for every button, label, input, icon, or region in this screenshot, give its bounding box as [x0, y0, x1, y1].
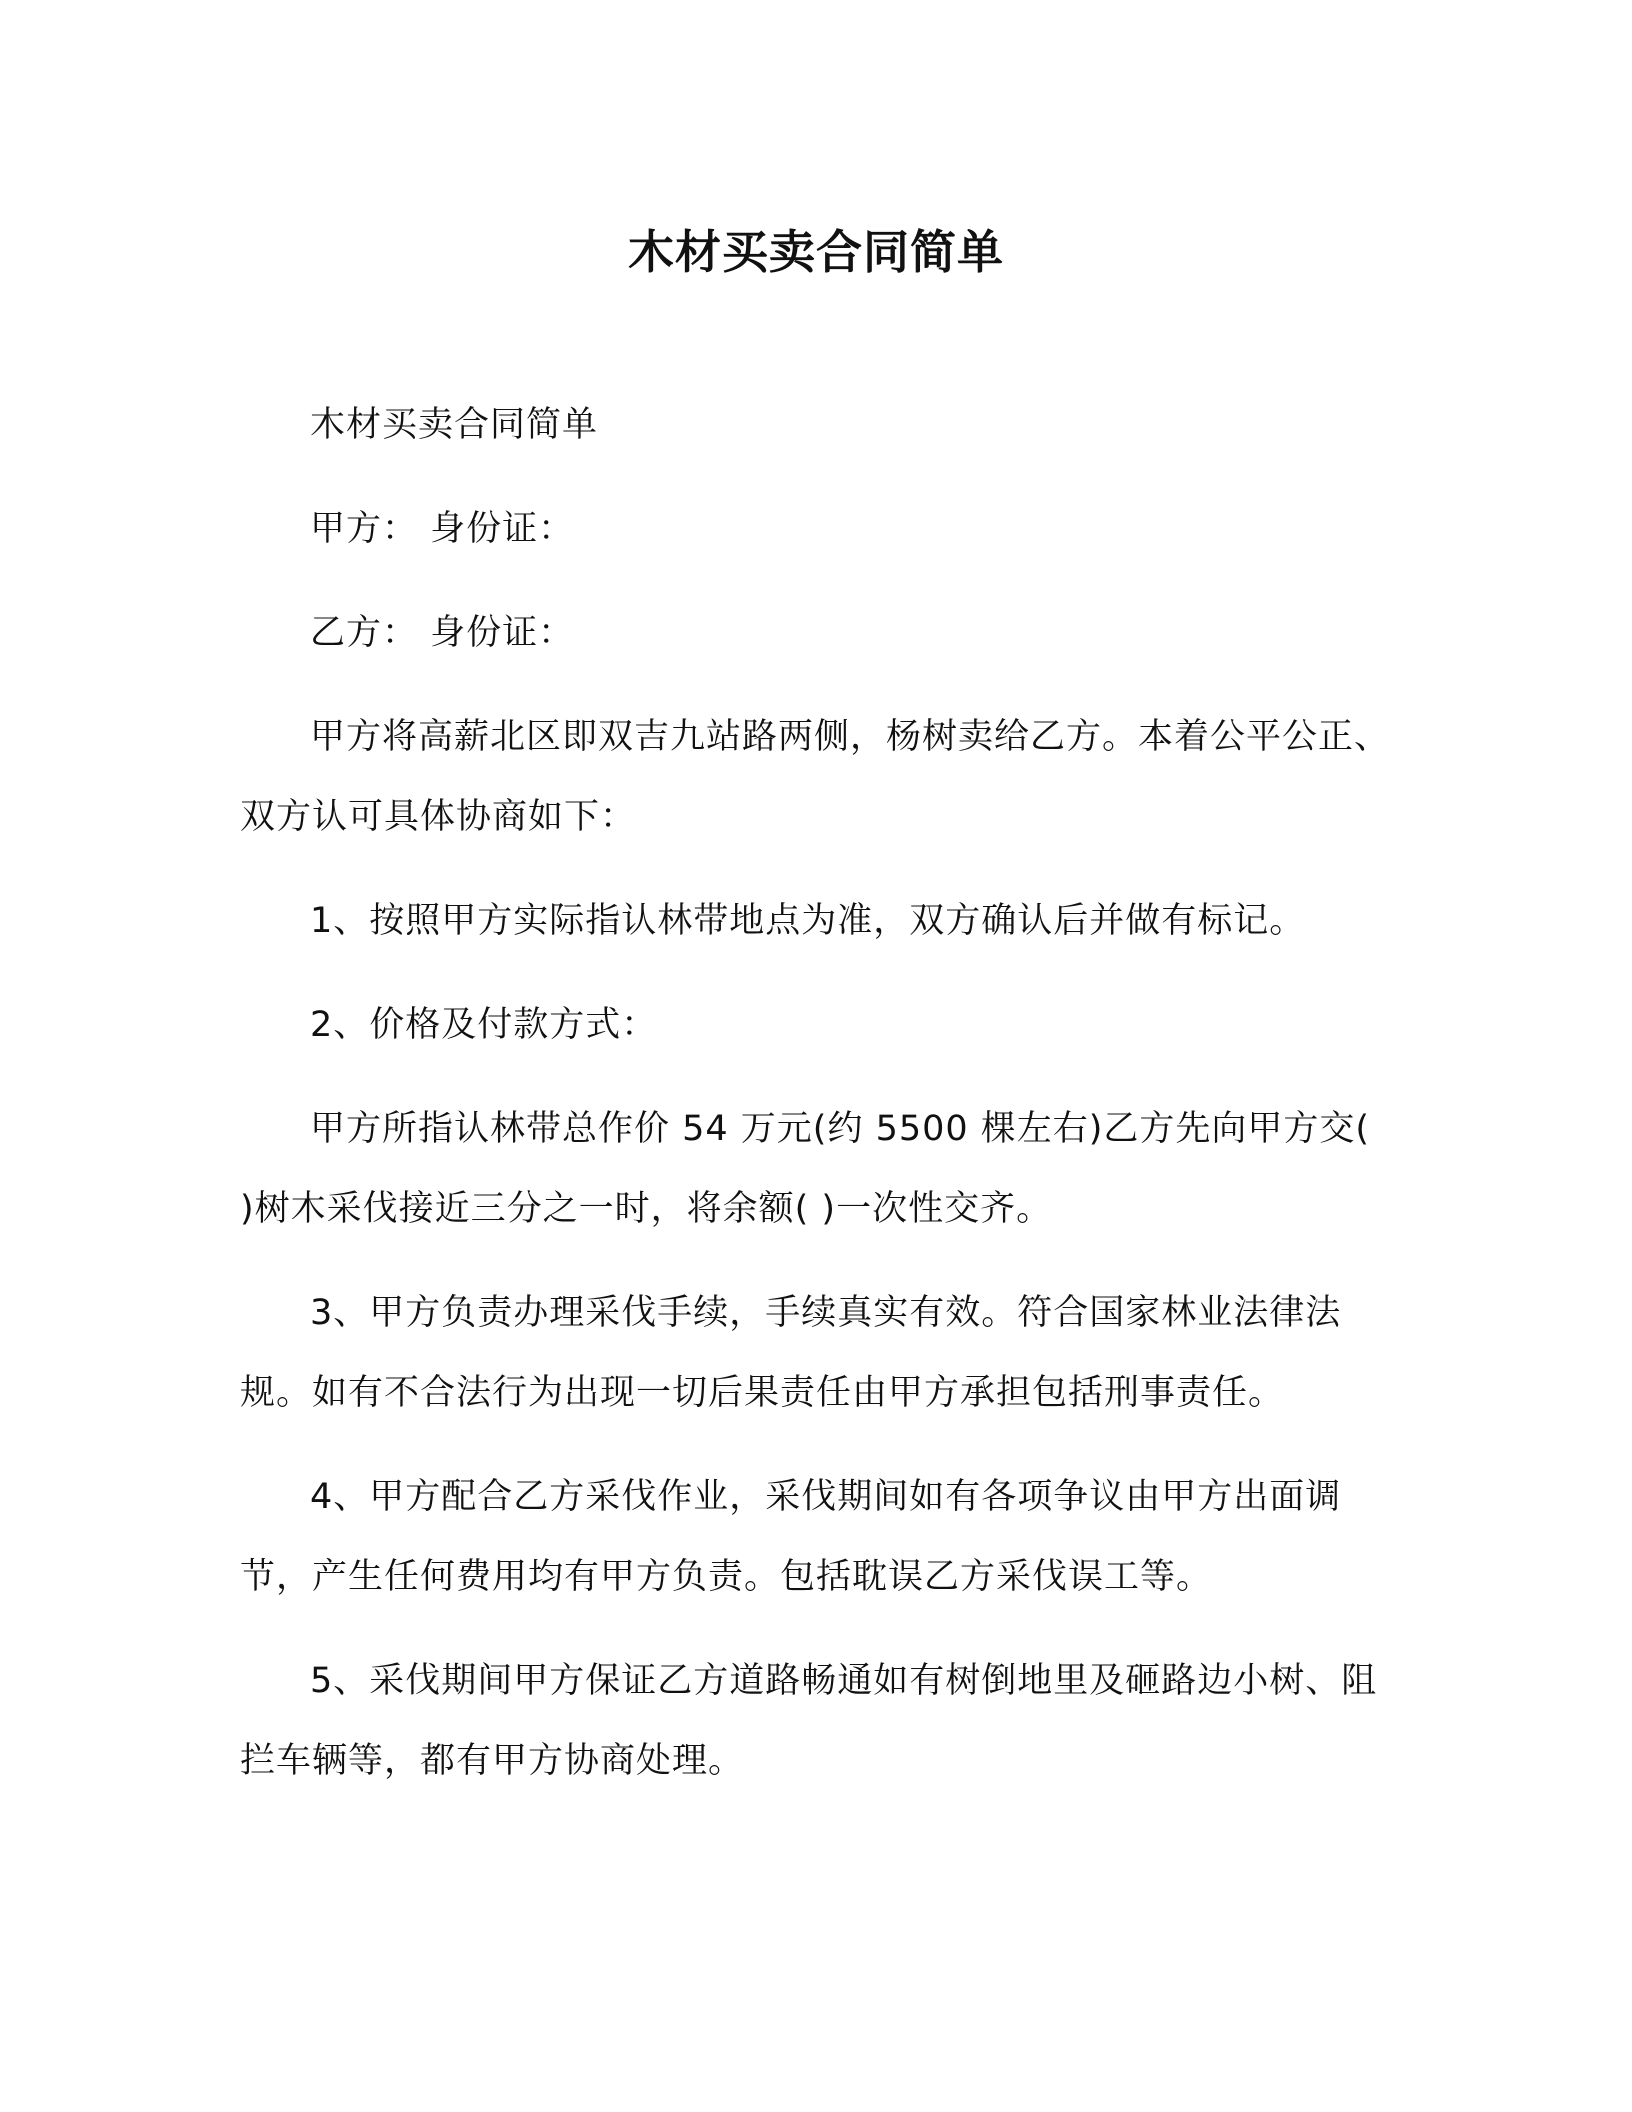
paragraph-clause-4: 4、甲方配合乙方采伐作业，采伐期间如有各项争议由甲方出面调节，产生任何费用均有甲方负责。包括耽误乙方采伐误工等。 [240, 1477, 1342, 1597]
paragraph-subtitle: 木材买卖合同简单 [310, 405, 599, 445]
paragraph-price: 甲方所指认林带总作价 54 万元(约 5500 棵左右)乙方先向甲方交( )树木采伐接近三分之一时，将余额( )一次性交齐。 [240, 1109, 1371, 1229]
paragraph-party-a: 甲方： 身份证： [310, 509, 575, 549]
paragraph-clause-3: 3、甲方负责办理采伐手续，手续真实有效。符合国家林业法律法规。如有不合法行为出现一切后果责任由甲方承担包括刑事责任。 [240, 1293, 1342, 1413]
paragraph-party-b: 乙方： 身份证： [310, 613, 575, 653]
paragraph-clause-2: 2、价格及付款方式： [310, 1005, 658, 1045]
document-body [240, 385, 1390, 1825]
document-title: 木材买卖合同简单 [628, 225, 1004, 279]
paragraph-clause-1: 1、按照甲方实际指认林带地点为准，双方确认后并做有标记。 [310, 901, 1306, 941]
paragraph-clause-5: 5、采伐期间甲方保证乙方道路畅通如有树倒地里及砸路边小树、阻拦车辆等，都有甲方协商处理。 [240, 1661, 1378, 1781]
paragraph-intro: 甲方将高薪北区即双吉九站路两侧，杨树卖给乙方。本着公平公正、双方认可具体协商如下： [240, 717, 1391, 837]
